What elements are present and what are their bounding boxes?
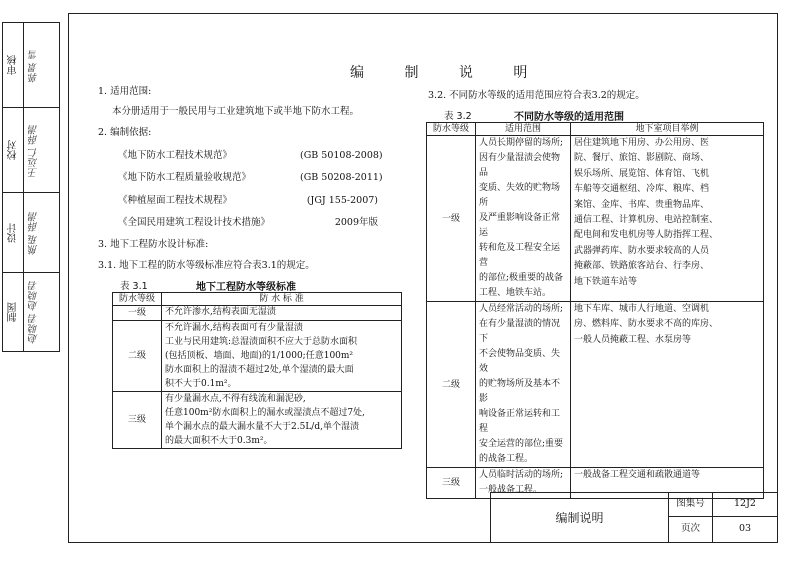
grade-cell: 二级 — [113, 321, 162, 392]
grade-cell: 一级 — [113, 306, 162, 321]
cell-line: 地下车库、城市人行地道、空调机 — [574, 304, 710, 314]
signature: 熊琨 薛潜 — [29, 211, 40, 255]
standard-cell — [162, 321, 402, 392]
sign-cell-review — [3, 23, 59, 108]
cell-line: 有少量漏水点,不得有线流和漏泥砂, — [165, 394, 306, 404]
examples-cell — [571, 136, 764, 302]
cell-line: 因有少量湿渍会使物品 — [479, 153, 561, 178]
table-row — [113, 306, 402, 321]
examples-cell — [571, 302, 764, 468]
sign-label: 制图 — [8, 302, 19, 322]
ref-code: (GB 50108-2008) — [300, 150, 383, 161]
cell-line: 在有少量湿渍的情况下 — [479, 319, 561, 344]
table-header: 防 水 标 准 — [162, 293, 402, 306]
table-31-number: 表 3.1 — [120, 281, 148, 292]
title-block-name-cell — [491, 493, 669, 542]
signature: 郭景 雪 — [29, 49, 40, 83]
cell-line: 人员临时活动的场所; — [479, 470, 564, 480]
table-32-number: 表 3.2 — [444, 111, 472, 122]
page-title: 编 制 说 明 — [350, 65, 546, 81]
cell-line: 积不大于0.1m²。 — [165, 379, 237, 389]
standard-cell — [162, 392, 402, 449]
table-32-caption: 不同防水等级的适用范围 — [514, 112, 624, 123]
scope-cell — [476, 302, 571, 468]
cell-line: 任意100m²防水面积上的漏水或湿渍点不超过7处, — [165, 408, 365, 418]
cell-line: 不允许漏水,结构表面可有少量湿渍 — [165, 323, 303, 333]
cell-line: 转和危及工程安全运营 — [479, 243, 561, 268]
table-31 — [112, 292, 402, 449]
grade-cell: 三级 — [113, 392, 162, 449]
cell-line: 掩蔽部、铁路旅客站台、行李房、 — [574, 261, 710, 272]
ref-code: (JGJ 155-2007) — [306, 195, 378, 206]
ref-code: 2009年版 — [334, 217, 378, 228]
cell-line: 一般人员掩蔽工程、水泵房等 — [574, 334, 692, 345]
cell-line: 武器弹药库、防水要求较高的人员 — [574, 245, 710, 256]
cell-line: 的战备工程。 — [479, 454, 534, 464]
grade-cell: 一级 — [427, 136, 476, 302]
grade-cell: 二级 — [427, 302, 476, 468]
atlas-label: 图集号 — [669, 493, 713, 517]
cell-line: 的部位;极重要的战备 — [479, 273, 564, 283]
ref-name: 《种植屋面工程技术规程》 — [118, 195, 233, 206]
cell-line: 及严重影响设备正常运 — [479, 213, 561, 238]
cell-line: 人员经常活动的场所; — [479, 304, 564, 314]
sign-label: 审核 — [8, 55, 19, 76]
cell-line: 安全运营的部位;重要 — [479, 439, 564, 449]
cell-line: 不允许渗水,结构表面无湿渍 — [165, 307, 276, 317]
ref-name: 《地下防水工程质量验收规范》 — [118, 172, 252, 183]
section-3-title: 3. 地下工程防水设计标准: — [98, 239, 209, 250]
section-1-text: 本分册适用于一般民用与工业建筑地下或半地下防水工程。 — [112, 106, 360, 117]
cell-line: 一般战备工程。 — [479, 485, 543, 495]
sign-cell-draw — [3, 273, 59, 351]
cell-line: 配电间和发电机房等人防指挥工程、 — [574, 230, 719, 241]
cell-line: 地下铁道车站等 — [574, 276, 638, 287]
ref-name: 《全国民用建筑工程设计技术措施》 — [118, 217, 271, 228]
table-header: 防水等级 — [113, 293, 162, 306]
table-row — [427, 302, 764, 468]
cell-line: 响设备正常运转和工程 — [479, 409, 561, 434]
cell-line: 车船等交通枢纽、冷库、粮库、档 — [574, 184, 710, 195]
table-31-caption: 地下工程防水等级标准 — [196, 282, 296, 293]
standard-cell — [162, 306, 402, 321]
cell-line: 工程、地铁车站。 — [479, 288, 552, 298]
signature: 王远仁 薛潜 — [29, 124, 40, 178]
table-header-row — [427, 123, 764, 136]
table-32 — [426, 122, 764, 499]
cell-line: 一般战备工程交通和疏散通道等 — [574, 470, 701, 480]
table-header: 地下室项目举例 — [571, 123, 764, 136]
cell-line: 不会使物品变质、失效 — [479, 349, 561, 374]
page-label: 页次 — [669, 517, 713, 542]
ref-code: (GB 50208-2011) — [300, 172, 383, 183]
table-header: 防水等级 — [427, 123, 476, 136]
cell-line: 居住建筑地下用房、办公用房、医 — [574, 138, 710, 148]
table-row — [427, 136, 764, 302]
grade-cell: 三级 — [427, 468, 476, 499]
title-block — [490, 492, 778, 543]
scope-cell — [476, 136, 571, 302]
cell-line: 房、燃料库、防水要求不高的库房、 — [574, 319, 719, 330]
section-2-title: 2. 编制依据: — [98, 127, 152, 138]
sign-label: 校对 — [8, 140, 19, 161]
cell-line: 单个漏水点的最大漏水量不大于2.5L/d,单个湿渍 — [165, 422, 359, 432]
cell-line: 防水面积上的湿渍不超过2处,单个湿渍的最大面 — [165, 365, 354, 375]
cell-line: 案馆、金库、书库、贵重物品库、 — [574, 199, 710, 210]
table-header-row — [113, 293, 402, 306]
cell-line: 变质、失效的贮物场所 — [479, 183, 561, 208]
title-block-name: 编制说明 — [555, 511, 604, 525]
section-3-2-text: 3.2. 不同防水等级的适用范围应符合表3.2的规定。 — [428, 90, 645, 101]
page-value: 03 — [738, 523, 752, 534]
cell-line: 院、餐厅、旅馆、影剧院、商场、 — [574, 153, 710, 164]
cell-line: 人员长期停留的场所; — [479, 138, 564, 148]
cell-line: 的最大面积不大于0.3m²。 — [165, 436, 273, 446]
signature-strip — [2, 22, 60, 352]
cell-line: 通信工程、计算机房、电站控制室、 — [574, 215, 719, 226]
section-1-title: 1. 适用范围: — [98, 86, 152, 97]
cell-line: (包括顶板、墙面、地面)的1/1000;任意100m² — [165, 351, 354, 361]
cell-line: 工业与民用建筑:总湿渍面积不应大于总防水面积 — [165, 337, 358, 347]
signature: 赵晓君 赵晓君 — [29, 280, 40, 344]
sign-cell-check — [3, 108, 59, 193]
atlas-value: 12J2 — [713, 493, 777, 517]
sign-label: 设计 — [8, 223, 19, 243]
table-header: 适用范围 — [476, 123, 571, 136]
sign-cell-design — [3, 193, 59, 273]
cell-line: 娱乐场所、展览馆、体育馆、飞机 — [574, 168, 710, 179]
ref-name: 《地下防水工程技术规范》 — [118, 150, 233, 161]
section-3-1-text: 3.1. 地下工程的防水等级标准应符合表3.1的规定。 — [98, 260, 315, 271]
table-row — [113, 321, 402, 392]
table-row — [113, 392, 402, 449]
cell-line: 的贮物场所及基本不影 — [479, 379, 561, 404]
